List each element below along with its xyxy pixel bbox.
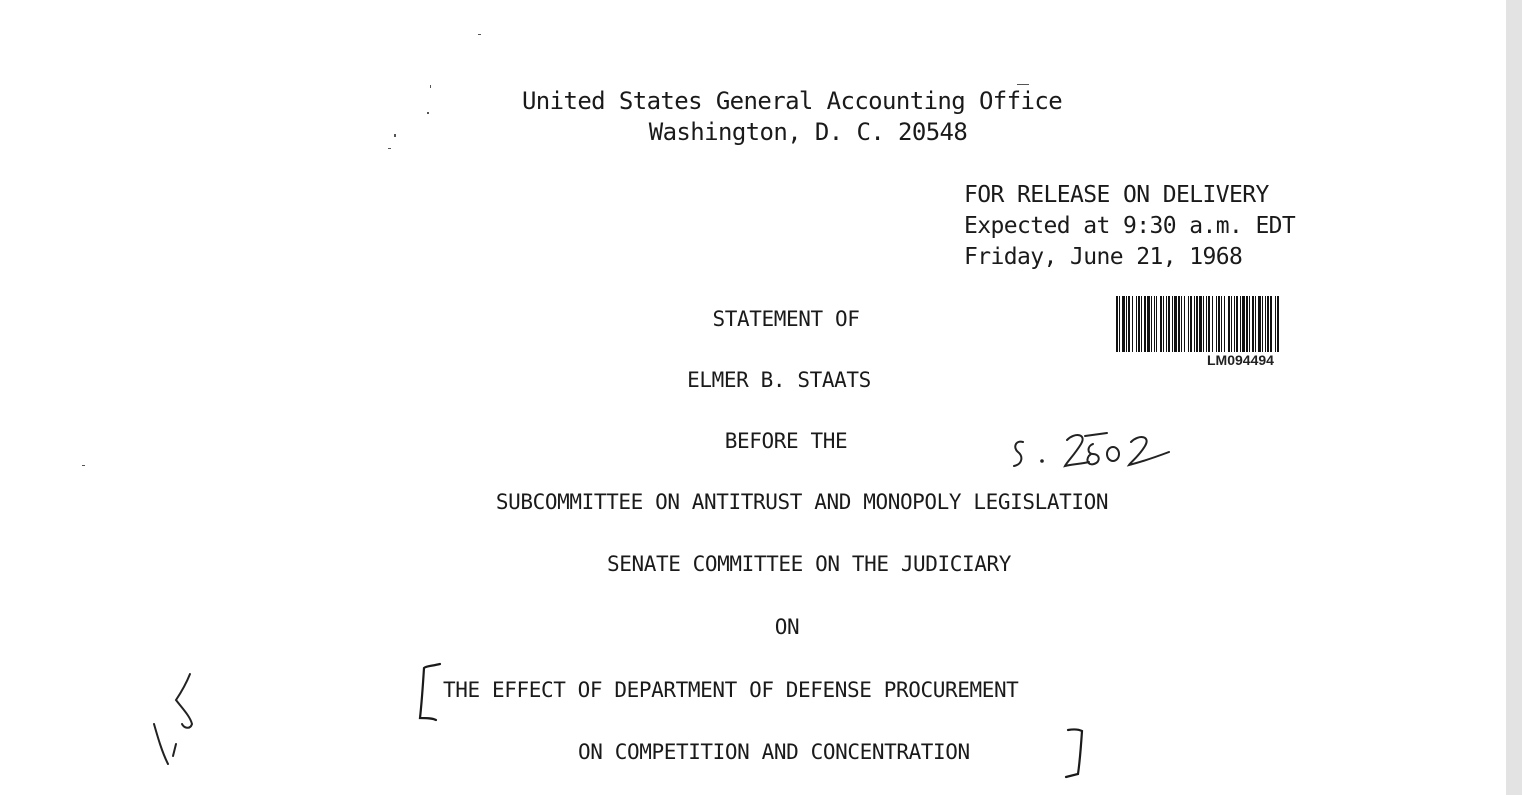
release-line-1: FOR RELEASE ON DELIVERY xyxy=(964,182,1269,208)
barcode-bar xyxy=(1119,296,1120,352)
barcode-bar xyxy=(1178,296,1180,352)
barcode-bar xyxy=(1236,296,1238,352)
barcode-bar xyxy=(1138,296,1140,352)
barcode-bar xyxy=(1240,296,1241,352)
barcode-bar xyxy=(1141,296,1142,352)
barcode-bar xyxy=(1267,296,1269,352)
barcode-bar xyxy=(1184,296,1185,352)
barcode-bar xyxy=(1246,296,1248,352)
scan-speck xyxy=(478,34,481,35)
barcode-bar xyxy=(1234,296,1235,352)
speaker-name: ELMER B. STAATS xyxy=(687,368,871,392)
scan-speck xyxy=(1017,84,1029,85)
barcode-bar xyxy=(1174,296,1177,352)
subject-line-2: ON COMPETITION AND CONCENTRATION xyxy=(578,740,970,764)
barcode-bar xyxy=(1156,296,1157,352)
scan-speck xyxy=(82,465,85,466)
barcode-bar xyxy=(1151,296,1152,352)
barcode-bar xyxy=(1136,296,1137,352)
on-heading: ON xyxy=(774,615,800,639)
barcode-bar xyxy=(1128,296,1130,352)
barcode-bar xyxy=(1144,296,1146,352)
barcode-bar xyxy=(1208,296,1210,352)
barcode-bar xyxy=(1188,296,1189,352)
close-bracket-mark xyxy=(1060,724,1090,782)
barcode-bar xyxy=(1218,296,1220,352)
barcode-bar xyxy=(1190,296,1192,352)
barcode-bar xyxy=(1194,296,1195,352)
release-line-2: Expected at 9:30 a.m. EDT xyxy=(964,213,1296,239)
open-bracket-mark xyxy=(414,660,444,724)
document-id: LM094494 xyxy=(1207,352,1274,368)
barcode-bar xyxy=(1132,296,1133,352)
barcode-bar xyxy=(1228,296,1230,352)
barcode-bar xyxy=(1249,296,1250,352)
barcode-bar xyxy=(1242,296,1245,352)
barcode-bar xyxy=(1258,296,1261,352)
barcode-bar xyxy=(1277,296,1279,352)
subject-line-1: THE EFFECT OF DEPARTMENT OF DEFENSE PROCUREMENT xyxy=(443,678,1019,702)
statement-of-heading: STATEMENT OF xyxy=(712,307,860,331)
release-line-3: Friday, June 21, 1968 xyxy=(964,244,1243,270)
barcode-bar xyxy=(1147,296,1150,352)
barcode-bar xyxy=(1262,296,1263,352)
subcommittee-name: SUBCOMMITTEE ON ANTITRUST AND MONOPOLY LEGISLATION xyxy=(495,490,1109,514)
barcode-bar xyxy=(1255,296,1256,352)
barcode-bar xyxy=(1116,296,1118,352)
barcode-bar xyxy=(1270,296,1272,352)
organization-name: United States General Accounting Office xyxy=(521,87,1063,115)
barcode-bar xyxy=(1224,296,1225,352)
barcode-bar xyxy=(1163,296,1164,352)
barcode-bar xyxy=(1221,296,1222,352)
barcode-bar xyxy=(1122,296,1125,352)
barcode-bars xyxy=(1114,294,1386,356)
before-the-heading: BEFORE THE xyxy=(724,429,848,453)
barcode-bar xyxy=(1126,296,1127,352)
barcode-bar xyxy=(1199,296,1202,352)
release-notice xyxy=(964,181,1295,274)
barcode-bar xyxy=(1275,296,1276,352)
scan-speck xyxy=(430,85,431,88)
scan-speck xyxy=(427,112,429,114)
barcode-bar xyxy=(1206,296,1207,352)
committee-name: SENATE COMMITTEE ON THE JUDICIARY xyxy=(606,552,1012,576)
barcode-bar xyxy=(1172,296,1173,352)
barcode-bar xyxy=(1252,296,1254,352)
organization-address: Washington, D. C. 20548 xyxy=(648,118,968,146)
barcode-bar xyxy=(1166,296,1167,352)
barcode-bar xyxy=(1231,296,1232,352)
scan-speck xyxy=(388,148,391,149)
barcode xyxy=(1114,294,1386,356)
barcode-bar xyxy=(1265,296,1266,352)
barcode-bar xyxy=(1196,296,1198,352)
margin-handwritten-mark xyxy=(146,668,206,795)
barcode-bar xyxy=(1181,296,1182,352)
barcode-bar xyxy=(1154,296,1155,352)
barcode-bar xyxy=(1216,296,1217,352)
barcode-bar xyxy=(1203,296,1204,352)
barcode-bar xyxy=(1212,296,1213,352)
barcode-bar xyxy=(1160,296,1162,352)
handwritten-bill-number xyxy=(1005,424,1180,474)
scan-speck xyxy=(394,134,396,137)
barcode-bar xyxy=(1168,296,1170,352)
scrollbar-track[interactable] xyxy=(1506,0,1522,795)
